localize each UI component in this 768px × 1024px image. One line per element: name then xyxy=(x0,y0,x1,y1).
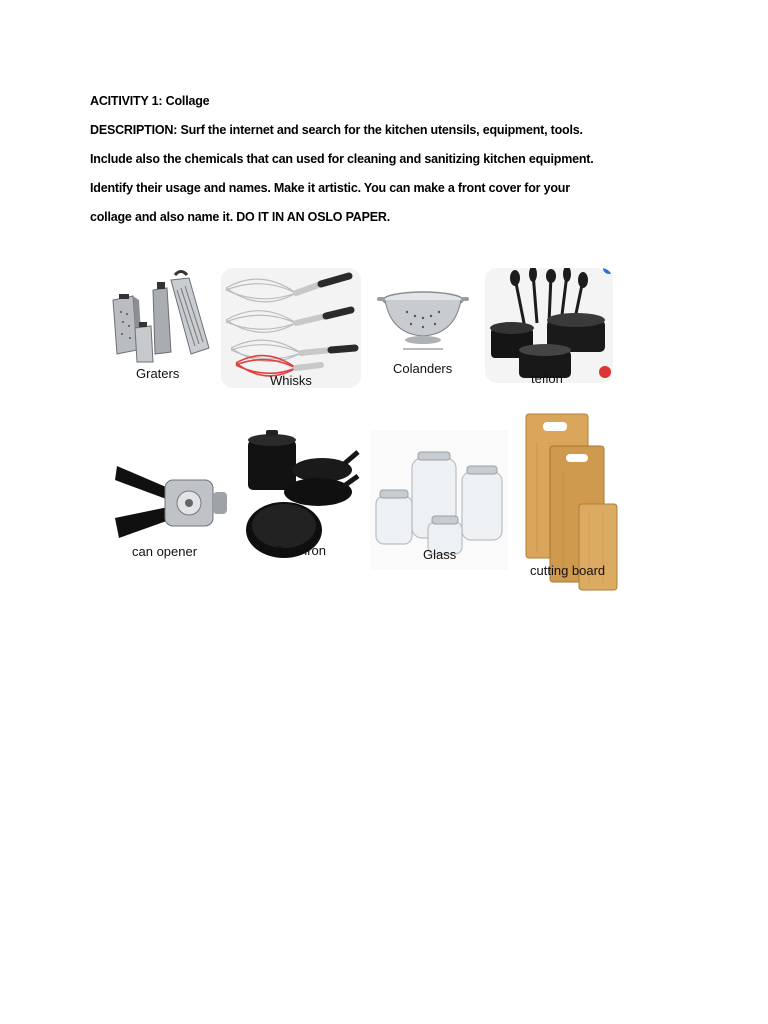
teflon-image xyxy=(485,268,613,383)
description-line-2: Include also the chemicals that can used for cleaning and sanitizing kitchen equipment. xyxy=(90,152,594,166)
whisks-image xyxy=(221,268,361,388)
teflon-label: teflon xyxy=(531,371,563,386)
activity-title: ACITIVITY 1: Collage xyxy=(90,94,210,108)
can-opener-label: can opener xyxy=(132,544,198,559)
description-line-3: Identify their usage and names. Make it artistic. You can make a front cover for your xyxy=(90,181,570,195)
whisks-label: Whisks xyxy=(270,373,312,388)
colanders-label: Colanders xyxy=(393,361,453,376)
cast-iron-label: Cast iron xyxy=(274,543,327,558)
can-opener-image xyxy=(103,440,231,560)
colanders-image xyxy=(377,280,469,355)
graters-image xyxy=(105,270,215,365)
cutting-board-label: cutting board xyxy=(530,563,606,578)
glass-label: Glass xyxy=(423,547,457,562)
description-line-1: DESCRIPTION: Surf the internet and search for the kitchen utensils, equipment, tools. xyxy=(90,123,583,137)
graters-label: Graters xyxy=(136,366,180,381)
description-line-4: collage and also name it. DO IT IN AN OSLO PAPER. xyxy=(90,210,390,224)
